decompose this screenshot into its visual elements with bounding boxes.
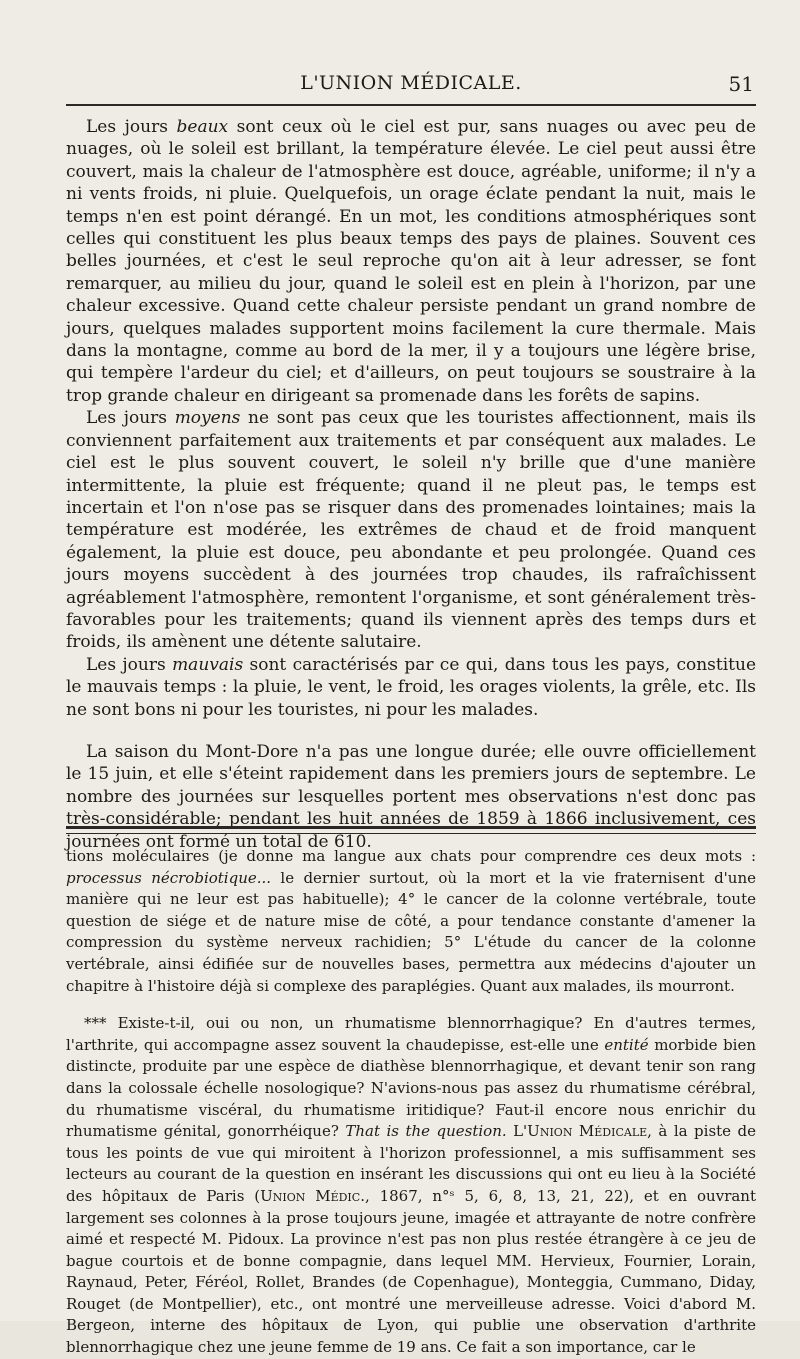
page-header bbox=[66, 68, 756, 100]
text-run: ne sont pas ceux que les touristes affectionnent, mais ils conviennent parfaitement aux traitements et par conséquent aux malades. Le ciel est le plus souvent couvert, le soleil n'y brille que d'une manière intermittente, la pluie est fréquente; quand il ne pleut pas, le temps est incertain et l'on n'ose pas se risquer dans des promenades lointaines; mais la température est modérée, les extrêmes de chaud et de froid manquent également, la pluie est douce, peu abondante et peu prolongée. Quand ces jours moyens succèdent à des journées trop chaudes, ils rafraîchissent agréablement l'atmosphère, remontent l'organisme, et sont généralement très-favorables pour les traitements; quand ils viennent après des temps durs et froids, ils amènent une détente salutaire. bbox=[66, 408, 756, 653]
text-run: morbide bien distincte, produite par une espèce de diathèse blennorrhagique, et devant tenir son rang dans la colossale échelle nosologique? N'avions-nous pas assez du rhumatisme cérébral, du rhumatisme viscéral, du rhumatisme iritidique? Faut-il encore nous enrichir du rhumatisme génital, gonorrhéique? bbox=[66, 1035, 757, 1141]
header-rule bbox=[66, 104, 756, 106]
small-caps: Union Médic. bbox=[260, 1186, 365, 1205]
text-run: Existe-t-il, oui ou non, un rhumatisme blennorrhagique? En d'autres termes, l'arthrite, qui accompagne assez souvent la chaudepisse, est-elle une bbox=[66, 1014, 756, 1054]
paragraph-mauvais bbox=[66, 654, 756, 721]
footnote-paragraph-2 bbox=[66, 1013, 756, 1359]
paragraph-beaux bbox=[66, 116, 756, 407]
small-caps: L'Union Médicale bbox=[506, 1122, 648, 1141]
emphasis: mauvais bbox=[172, 654, 244, 675]
emphasis: beaux bbox=[176, 117, 229, 137]
emphasis: processus nécrobiotique... bbox=[66, 868, 272, 887]
text-run: le dernier surtout, où la mort et la vie fraternisent d'une manière qui ne leur est pas habituelle); 4° le cancer de la colonne vertébrale, toute question de siége et de nature mise de côté, a pour tendance constante d'amener la compression du système nerveux rachidien; 5° L'étude du cancer de la colonne vertébrale, ainsi édifiée sur de nouvelles bases, permettra aux médecins d'ajouter un chapitre à l'histoire déjà si complexe des paraplégies. Quant aux malades, ils mourront. bbox=[66, 868, 756, 995]
running-title: L'UNION MÉDICALE. bbox=[300, 72, 522, 94]
text-run: tions moléculaires (je donne ma langue aux chats pour comprendre ces deux mots : bbox=[66, 847, 756, 865]
text-run: , à la piste de tous les points de vue qui miroitent à l'horizon professionnel, a mis suffisamment ses lecteurs au courant de la question en insérant les discussions qui ont eu lieu à la Société des hôpitaux de Paris ( bbox=[66, 1122, 757, 1205]
asterism: *** bbox=[84, 1014, 118, 1033]
main-text bbox=[66, 116, 756, 853]
text-run: Les jours bbox=[86, 654, 173, 675]
text-run: Les jours bbox=[86, 117, 177, 137]
paragraph-saison: La saison du Mont-Dore n'a pas une longue durée; elle ouvre officiellement le 15 juin, et elle s'éteint rapidement dans les premiers jours de septembre. Le nombre des journées sur lesquelles portent mes observations n'est donc pas très-considérable; pendant les huit années de 1859 à 1866 inclusivement, ces journées ont formé un total de 610. bbox=[66, 741, 756, 852]
emphasis: entité bbox=[604, 1035, 649, 1054]
paragraph-moyens bbox=[66, 407, 756, 653]
page-number: 51 bbox=[728, 72, 754, 96]
footnote-rule bbox=[66, 826, 756, 834]
text-run: sont ceux où le ciel est pur, sans nuages ou avec peu de nuages, où le soleil est brillant, la température élevée. Le ciel peut aussi être couvert, mais la chaleur de l'atmosphère est douce, agréable, uniforme; il n'y a ni vents froids, ni pluie. Quelquefois, un orage éclate pendant la nuit, mais le temps n'en est point dérangé. En un mot, les conditions atmosphériques sont celles qui constituent les plus beaux temps des pays de plaines. Souvent ces belles journées, et c'est le seul reproche qu'on ait à leur adresser, se font remarquer, au milieu du jour, quand le soleil est en plein à l'horizon, par une chaleur excessive. Quand cette chaleur persiste pendant un grand nombre de jours, quelques malades supportent moins facilement la cure thermale. Mais dans la montagne, comme au bord de la mer, il y a toujours une légère brise, qui tempère l'ardeur du ciel; et d'ailleurs, on peut toujours se soustraire à la trop grande chaleur en dirigeant sa promenade dans les forêts de sapins. bbox=[66, 117, 756, 406]
emphasis: That is the question. bbox=[345, 1122, 507, 1141]
text-run: Les jours bbox=[86, 408, 175, 429]
emphasis: moyens bbox=[174, 408, 241, 429]
footnote-text bbox=[66, 846, 756, 1359]
text-run: , 1867, n°ˢ 5, 6, 8, 13, 21, 22), et en ouvrant largement ses colonnes à la prose toujours jeune, imagée et attrayante de notre confrère aimé et respecté M. Pidoux. La province n'est pas non plus restée étrangère à ce jeu de bague courtois et de bonne compagnie, dans lequel MM. Hervieux, Fournier, Lorain, Raynaud, Peter, Féréol, Rollet, Brandes (de Copenhague), Monteggia, Cummano, Diday, Rouget (de Montpellier), etc., ont montré une merveilleuse adresse. Voici d'abord M. Bergeon, interne des hôpitaux de Lyon, qui publie une observation d'arthrite blennorrhagique chez une jeune femme de 19 ans. Ce fait a son importance, car le bbox=[66, 1186, 756, 1357]
footnote-paragraph-1 bbox=[66, 846, 756, 997]
text-run: sont caractérisés par ce qui, dans tous les pays, constitue le mauvais temps : la pluie, le vent, le froid, les orages violents, la grêle, etc. Ils ne sont bons ni pour les touristes, ni pour les malades. bbox=[66, 654, 756, 720]
